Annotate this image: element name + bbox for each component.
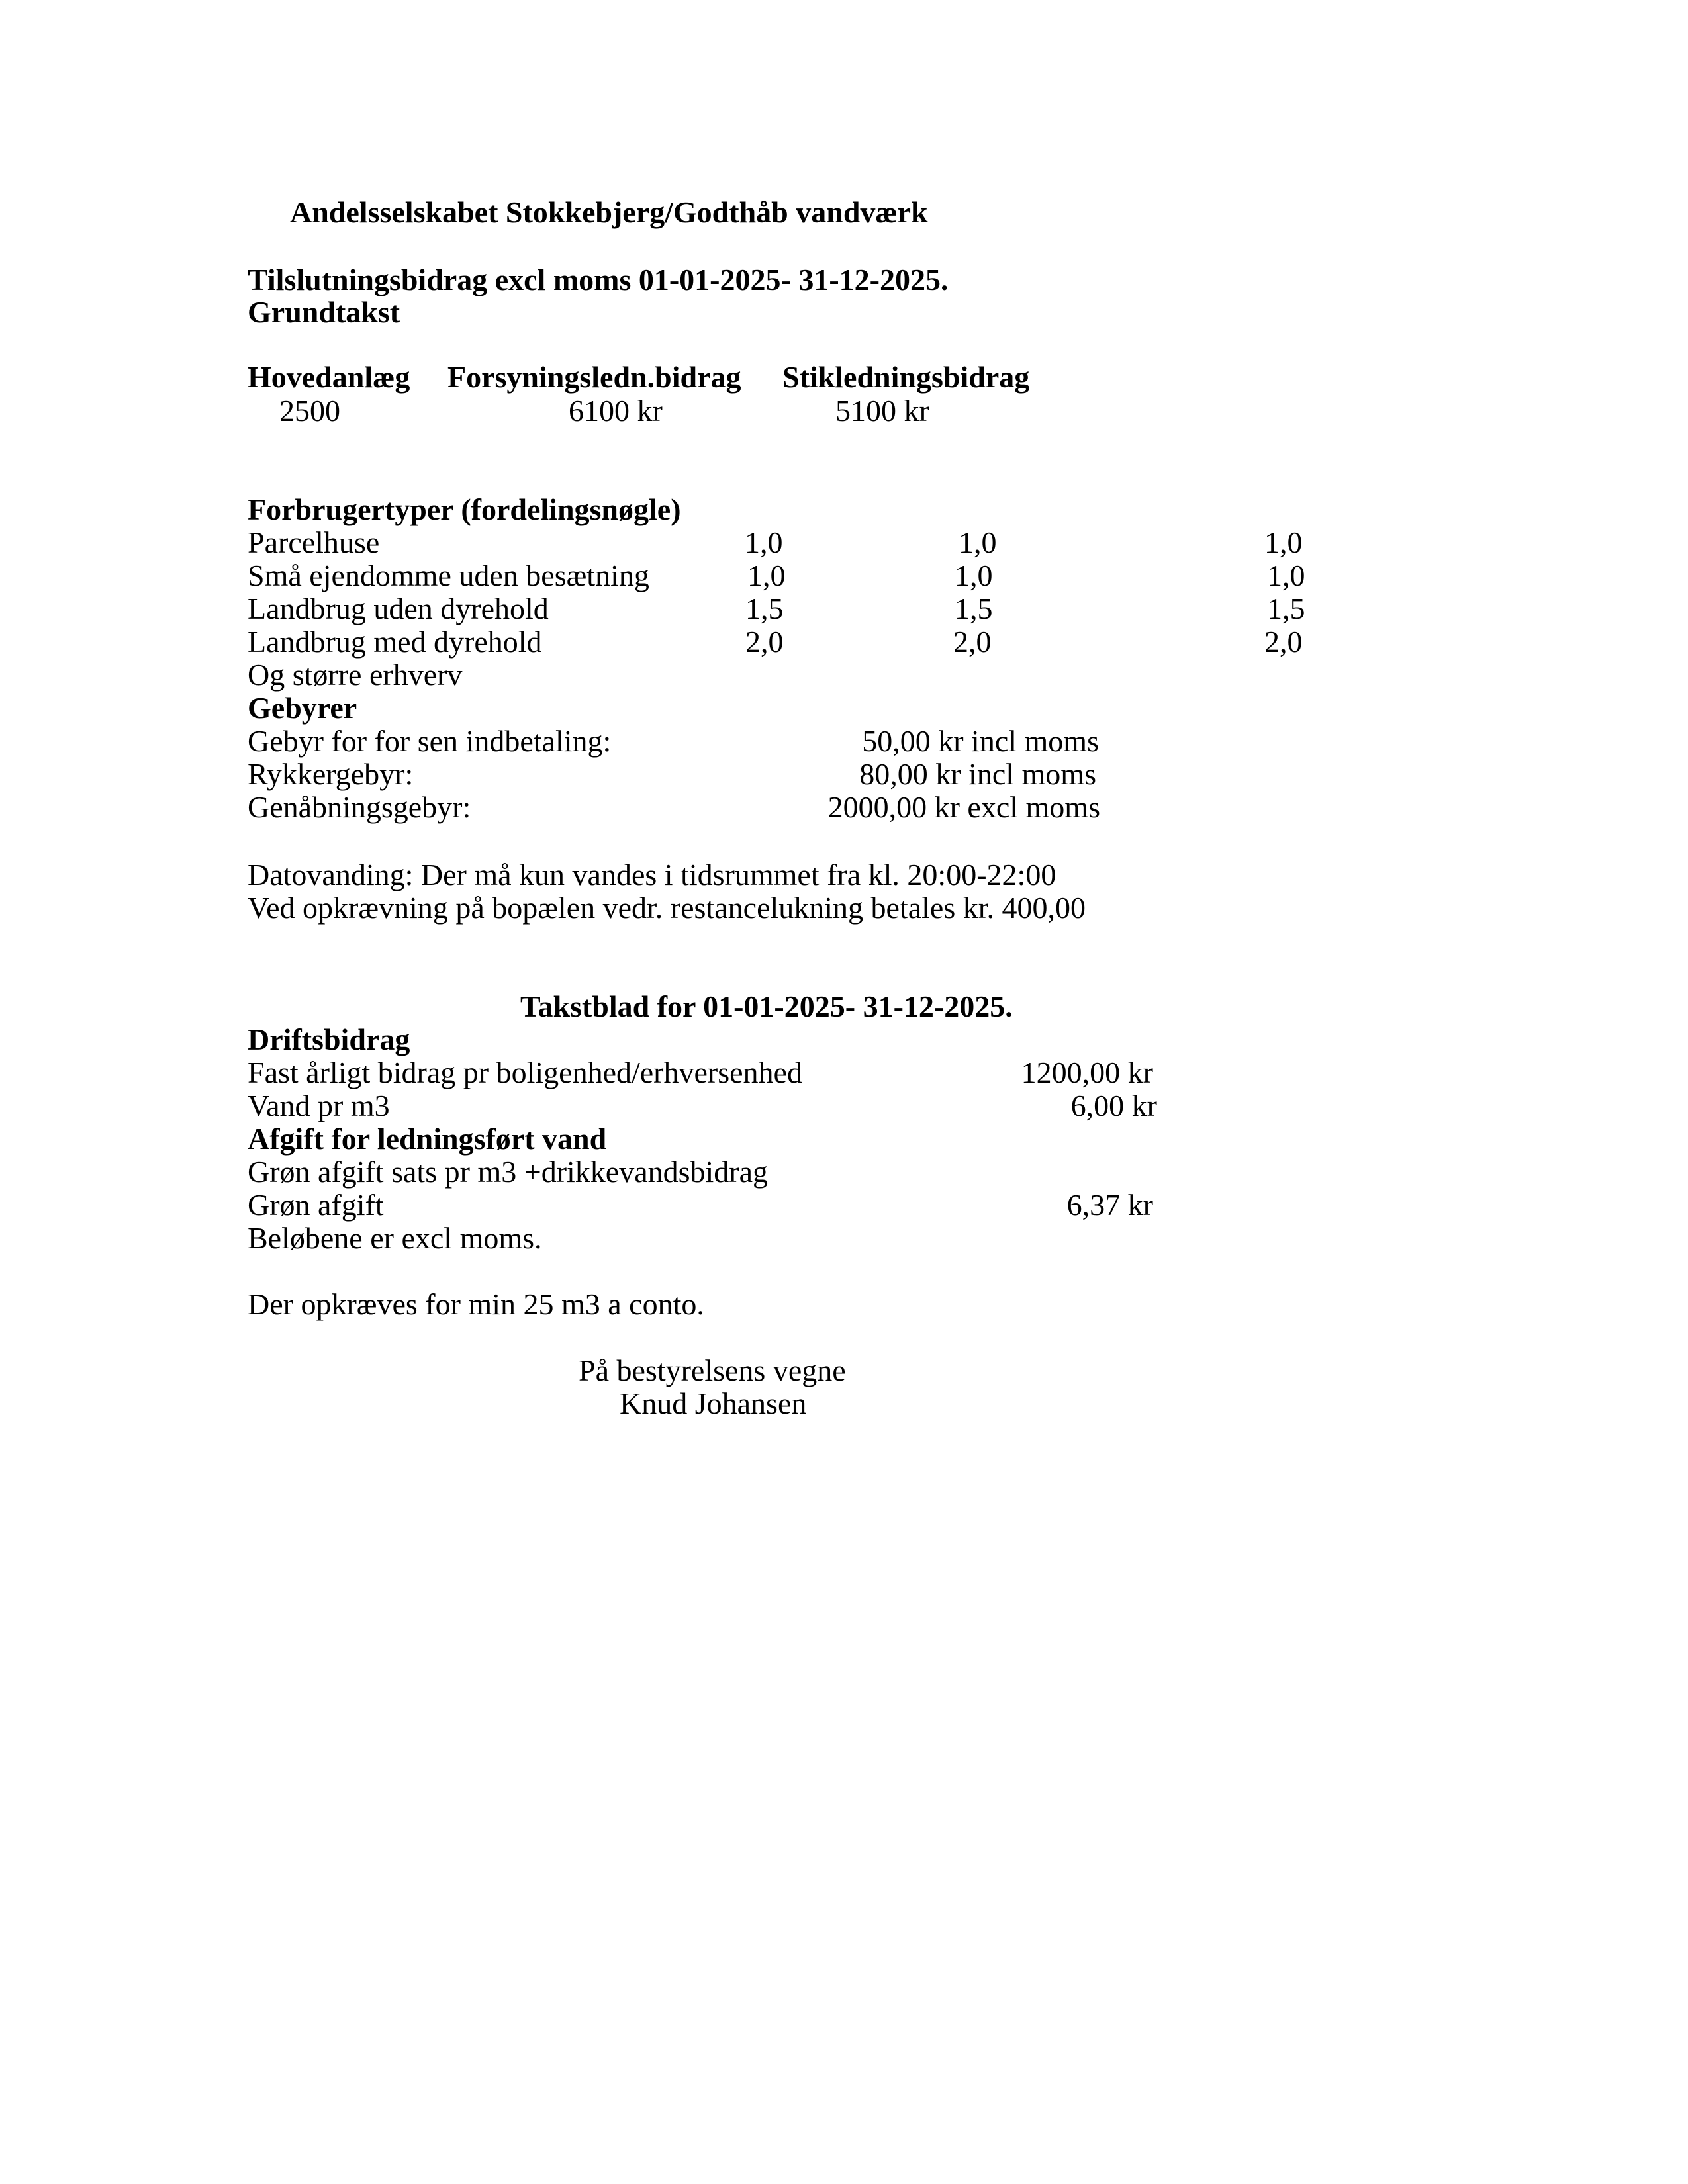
- forbruger-row-value: 2,0: [953, 625, 992, 659]
- restance-note: Ved opkrævning på bopælen vedr. restancelukning betales kr. 400,00: [248, 891, 1086, 925]
- gebyr-label: Genåbningsgebyr:: [248, 790, 471, 824]
- drift-row-value: 1200,00 kr: [1021, 1056, 1153, 1089]
- forbruger-row-value: 1,5: [745, 592, 784, 625]
- grundtakst-heading: Grundtakst: [248, 295, 400, 329]
- gebyr-label: Gebyr for for sen indbetaling:: [248, 724, 612, 758]
- forbruger-row-label: Parcelhuse: [248, 525, 380, 559]
- conto-note: Der opkræves for min 25 m3 a conto.: [248, 1287, 704, 1321]
- forbruger-heading: Forbrugertyper (fordelingsnøgle): [248, 492, 681, 526]
- forbruger-row-value: 1,0: [955, 559, 993, 592]
- afgift-heading: Afgift for ledningsført vand: [248, 1122, 607, 1156]
- forbruger-row-value: 1,0: [745, 525, 783, 559]
- drift-row-label: Fast årligt bidrag pr boligenhed/erhversenhed: [248, 1056, 802, 1089]
- document-title: Andelsselskabet Stokkebjerg/Godthåb vandværk: [290, 195, 928, 229]
- column-header-stikledning: Stikledningsbidrag: [782, 360, 1030, 394]
- forbruger-row-value: 1,5: [1267, 592, 1305, 625]
- value-hovedanlaeg: 2500: [279, 394, 340, 428]
- gebyr-value: 80,00 kr incl moms: [859, 757, 1096, 791]
- value-stikledning: 5100 kr: [835, 394, 929, 428]
- gebyrer-heading: Gebyrer: [248, 691, 357, 725]
- tilslutning-heading: Tilslutningsbidrag excl moms 01-01-2025- 31-12-2025.: [248, 263, 949, 296]
- signature-name: Knud Johansen: [620, 1387, 807, 1420]
- forbruger-row-value: 2,0: [745, 625, 784, 659]
- driftsbidrag-heading: Driftsbidrag: [248, 1023, 410, 1056]
- afgift-row-label: Grøn afgift: [248, 1188, 384, 1222]
- moms-note: Beløbene er excl moms.: [248, 1221, 542, 1255]
- value-forsyning: 6100 kr: [569, 394, 663, 428]
- gebyr-label: Rykkergebyr:: [248, 757, 414, 791]
- afgift-line: Grøn afgift sats pr m3 +drikkevandsbidrag: [248, 1155, 769, 1189]
- gebyr-value: 50,00 kr incl moms: [862, 724, 1099, 758]
- datovanding-note: Datovanding: Der må kun vandes i tidsrummet fra kl. 20:00-22:00: [248, 858, 1056, 891]
- forbruger-row-label: Landbrug uden dyrehold: [248, 592, 549, 625]
- forbruger-row-value: 1,0: [1264, 525, 1303, 559]
- forbruger-row-value: 1,5: [955, 592, 993, 625]
- gebyr-value: 2000,00 kr excl moms: [827, 790, 1100, 824]
- column-header-hovedanlaeg: Hovedanlæg: [248, 360, 410, 394]
- forbruger-row-label: Små ejendomme uden besætning: [248, 559, 649, 592]
- forbruger-row-label: Landbrug med dyrehold: [248, 625, 542, 659]
- forbruger-row-value: 2,0: [1264, 625, 1303, 659]
- forbruger-row-value: 1,0: [1267, 559, 1305, 592]
- column-header-forsyning: Forsyningsledn.bidrag: [447, 360, 741, 394]
- drift-row-label: Vand pr m3: [248, 1089, 390, 1122]
- forbruger-extra-line: Og større erhverv: [248, 658, 463, 692]
- drift-row-value: 6,00 kr: [1070, 1089, 1157, 1122]
- takstblad-heading: Takstblad for 01-01-2025- 31-12-2025.: [520, 989, 1013, 1023]
- forbruger-row-value: 1,0: [959, 525, 997, 559]
- forbruger-row-value: 1,0: [747, 559, 786, 592]
- afgift-row-value: 6,37 kr: [1066, 1188, 1153, 1222]
- signature-line-1: På bestyrelsens vegne: [579, 1353, 846, 1387]
